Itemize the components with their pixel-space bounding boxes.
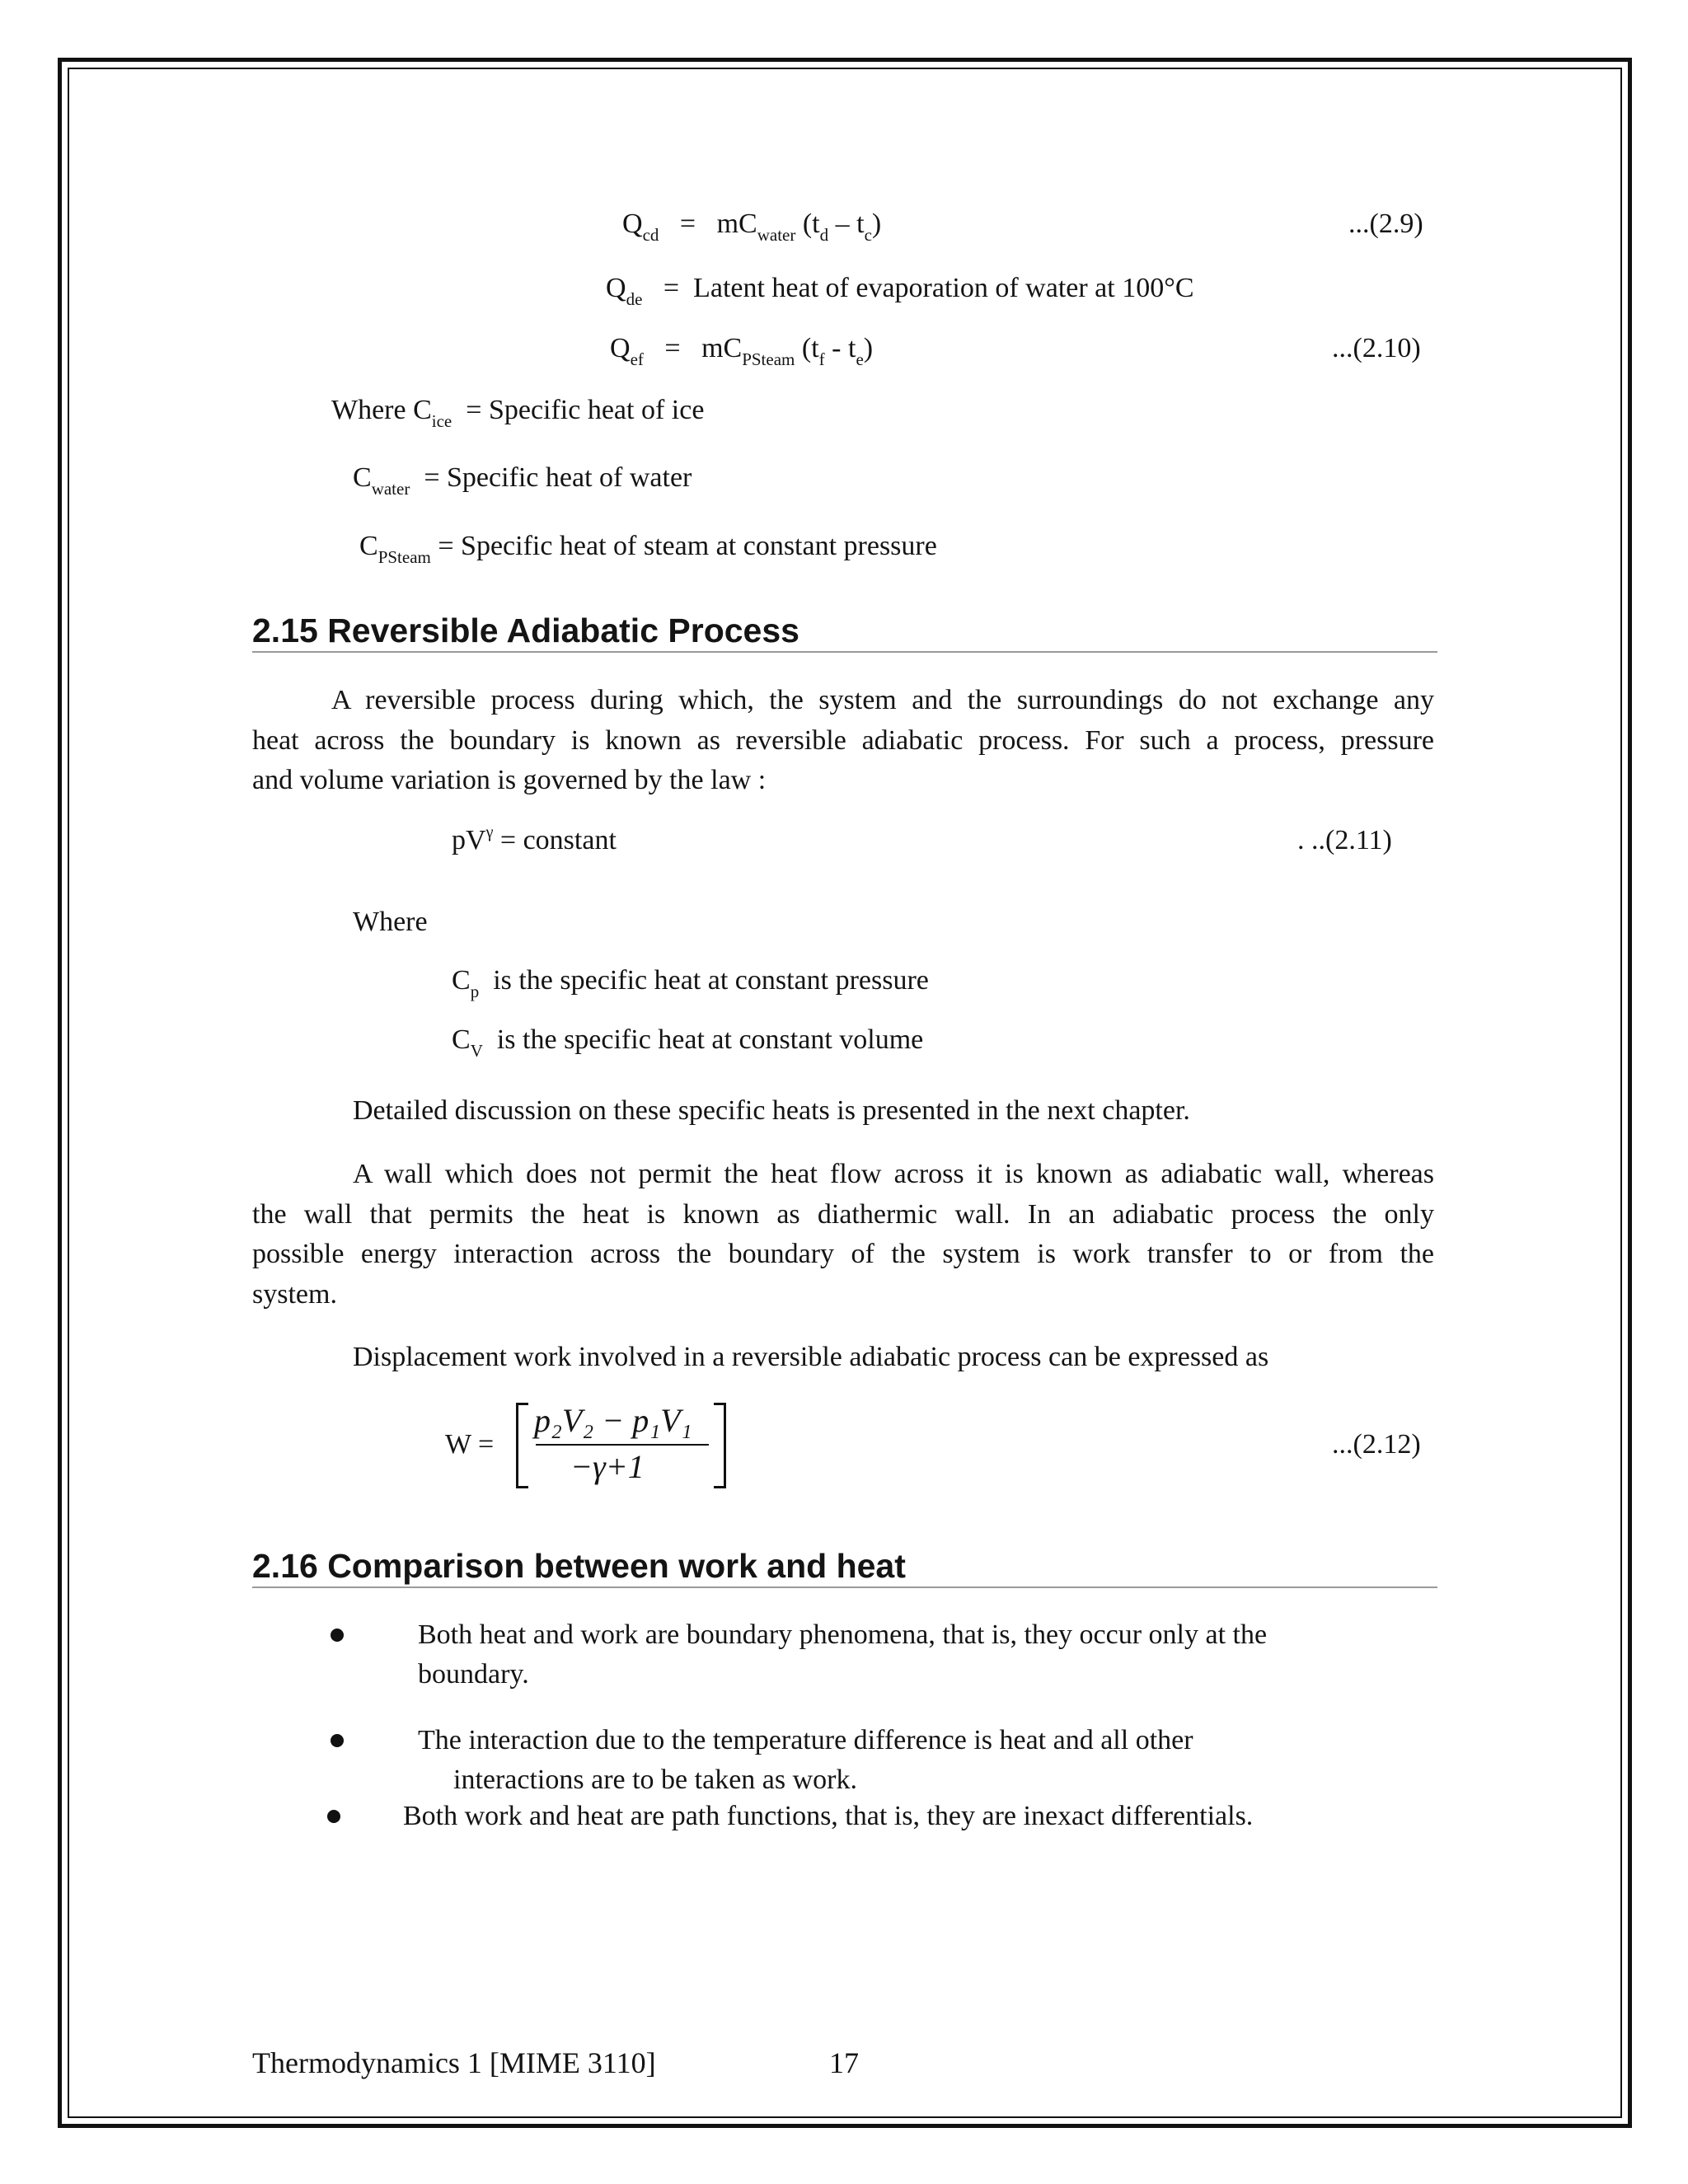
paragraph-adiabatic-wall: A wall which does not permit the heat flow across it is known as adiabatic wall, whereas the wall that permits the heat is known as diathermic wall. In an adiabatic process the only possible energy interaction across the boundary of the system is work transfer to or from the system. <box>252 1159 1434 1310</box>
heading-rule-2-16 <box>252 1586 1437 1588</box>
equation-qef: $Q_{ef}$ = $mC_{PSteam}$ $(t_f - t_e)$ <box>610 333 874 369</box>
footer-page-number: 17 <box>829 2046 859 2079</box>
displacement-work-text: Displacement work involved in a reversible adiabatic process can be expressed as <box>353 1342 1269 1372</box>
bullet-dot <box>331 1629 344 1642</box>
cv-definition: $C_V$ is the specific heat at constant volume <box>452 1024 924 1061</box>
detailed-discussion-text: Detailed discussion on these specific heats is presented in the next chapter. <box>353 1095 1190 1126</box>
equation-qde: $Q_{de}$ = Latent heat of evaporation of water at 100°C <box>606 273 1194 309</box>
cp-definition: $C_p$ is the specific heat at constant pressure <box>452 965 929 1001</box>
where-cice: Where $C_{ice}$ = Specific heat of ice <box>331 395 705 431</box>
work-equation-lhs: W = <box>445 1429 495 1460</box>
left-bracket <box>516 1403 528 1488</box>
section-heading-2-15: 2.15 Reversible Adiabatic Process <box>252 612 799 649</box>
bullet-2-line-1: The interaction due to the temperature difference is heat and all other <box>418 1725 1193 1755</box>
where-label: Where <box>353 907 428 937</box>
work-denominator: −γ+1 <box>570 1448 645 1485</box>
paragraph-reversible-adiabatic: A reversible process during which, the system and the surroundings do not exchange any heat across the boundary is known as reversible adiabatic process. For such a process, pressure and volume variation is governed by the law : <box>252 685 1434 795</box>
right-bracket <box>714 1403 726 1488</box>
equation-number-2-10: ...(2.10) <box>1332 333 1421 363</box>
equation-number-2-11: . ..(2.11) <box>1297 825 1392 855</box>
bullet-3-line-1: Both work and heat are path functions, that is, they are inexact differentials. <box>403 1801 1254 1831</box>
where-cwater: $C_{water}$ = Specific heat of water <box>353 462 692 499</box>
equation-number-2-9: ...(2.9) <box>1348 209 1423 239</box>
equation-qcd: $Q_{cd}$ = $mC_{water}$ $(t_d - t_c)$ <box>622 209 882 245</box>
work-numerator: p₂V₂ − p₁V₁ <box>534 1402 692 1439</box>
section-heading-2-16: 2.16 Comparison between work and heat <box>252 1547 906 1585</box>
equation-pv-gamma: $pV^\gamma$ = constant <box>452 823 617 855</box>
where-csteam: $C_{PSteam}$ = Specific heat of steam at constant pressure <box>359 531 937 567</box>
equation-number-2-12: ...(2.12) <box>1332 1429 1421 1460</box>
bullet-2-line-2: interactions are to be taken as work. <box>453 1765 857 1795</box>
bullet-dot <box>327 1810 340 1823</box>
bullet-1-line-2: boundary. <box>418 1659 529 1690</box>
heading-rule-2-15 <box>252 651 1437 653</box>
footer-course-title: Thermodynamics 1 [MIME 3110] <box>252 2046 656 2079</box>
bullet-dot <box>331 1734 344 1747</box>
bullet-1-line-1: Both heat and work are boundary phenomena, that is, they occur only at the <box>418 1619 1268 1650</box>
fraction-bar <box>536 1444 709 1446</box>
